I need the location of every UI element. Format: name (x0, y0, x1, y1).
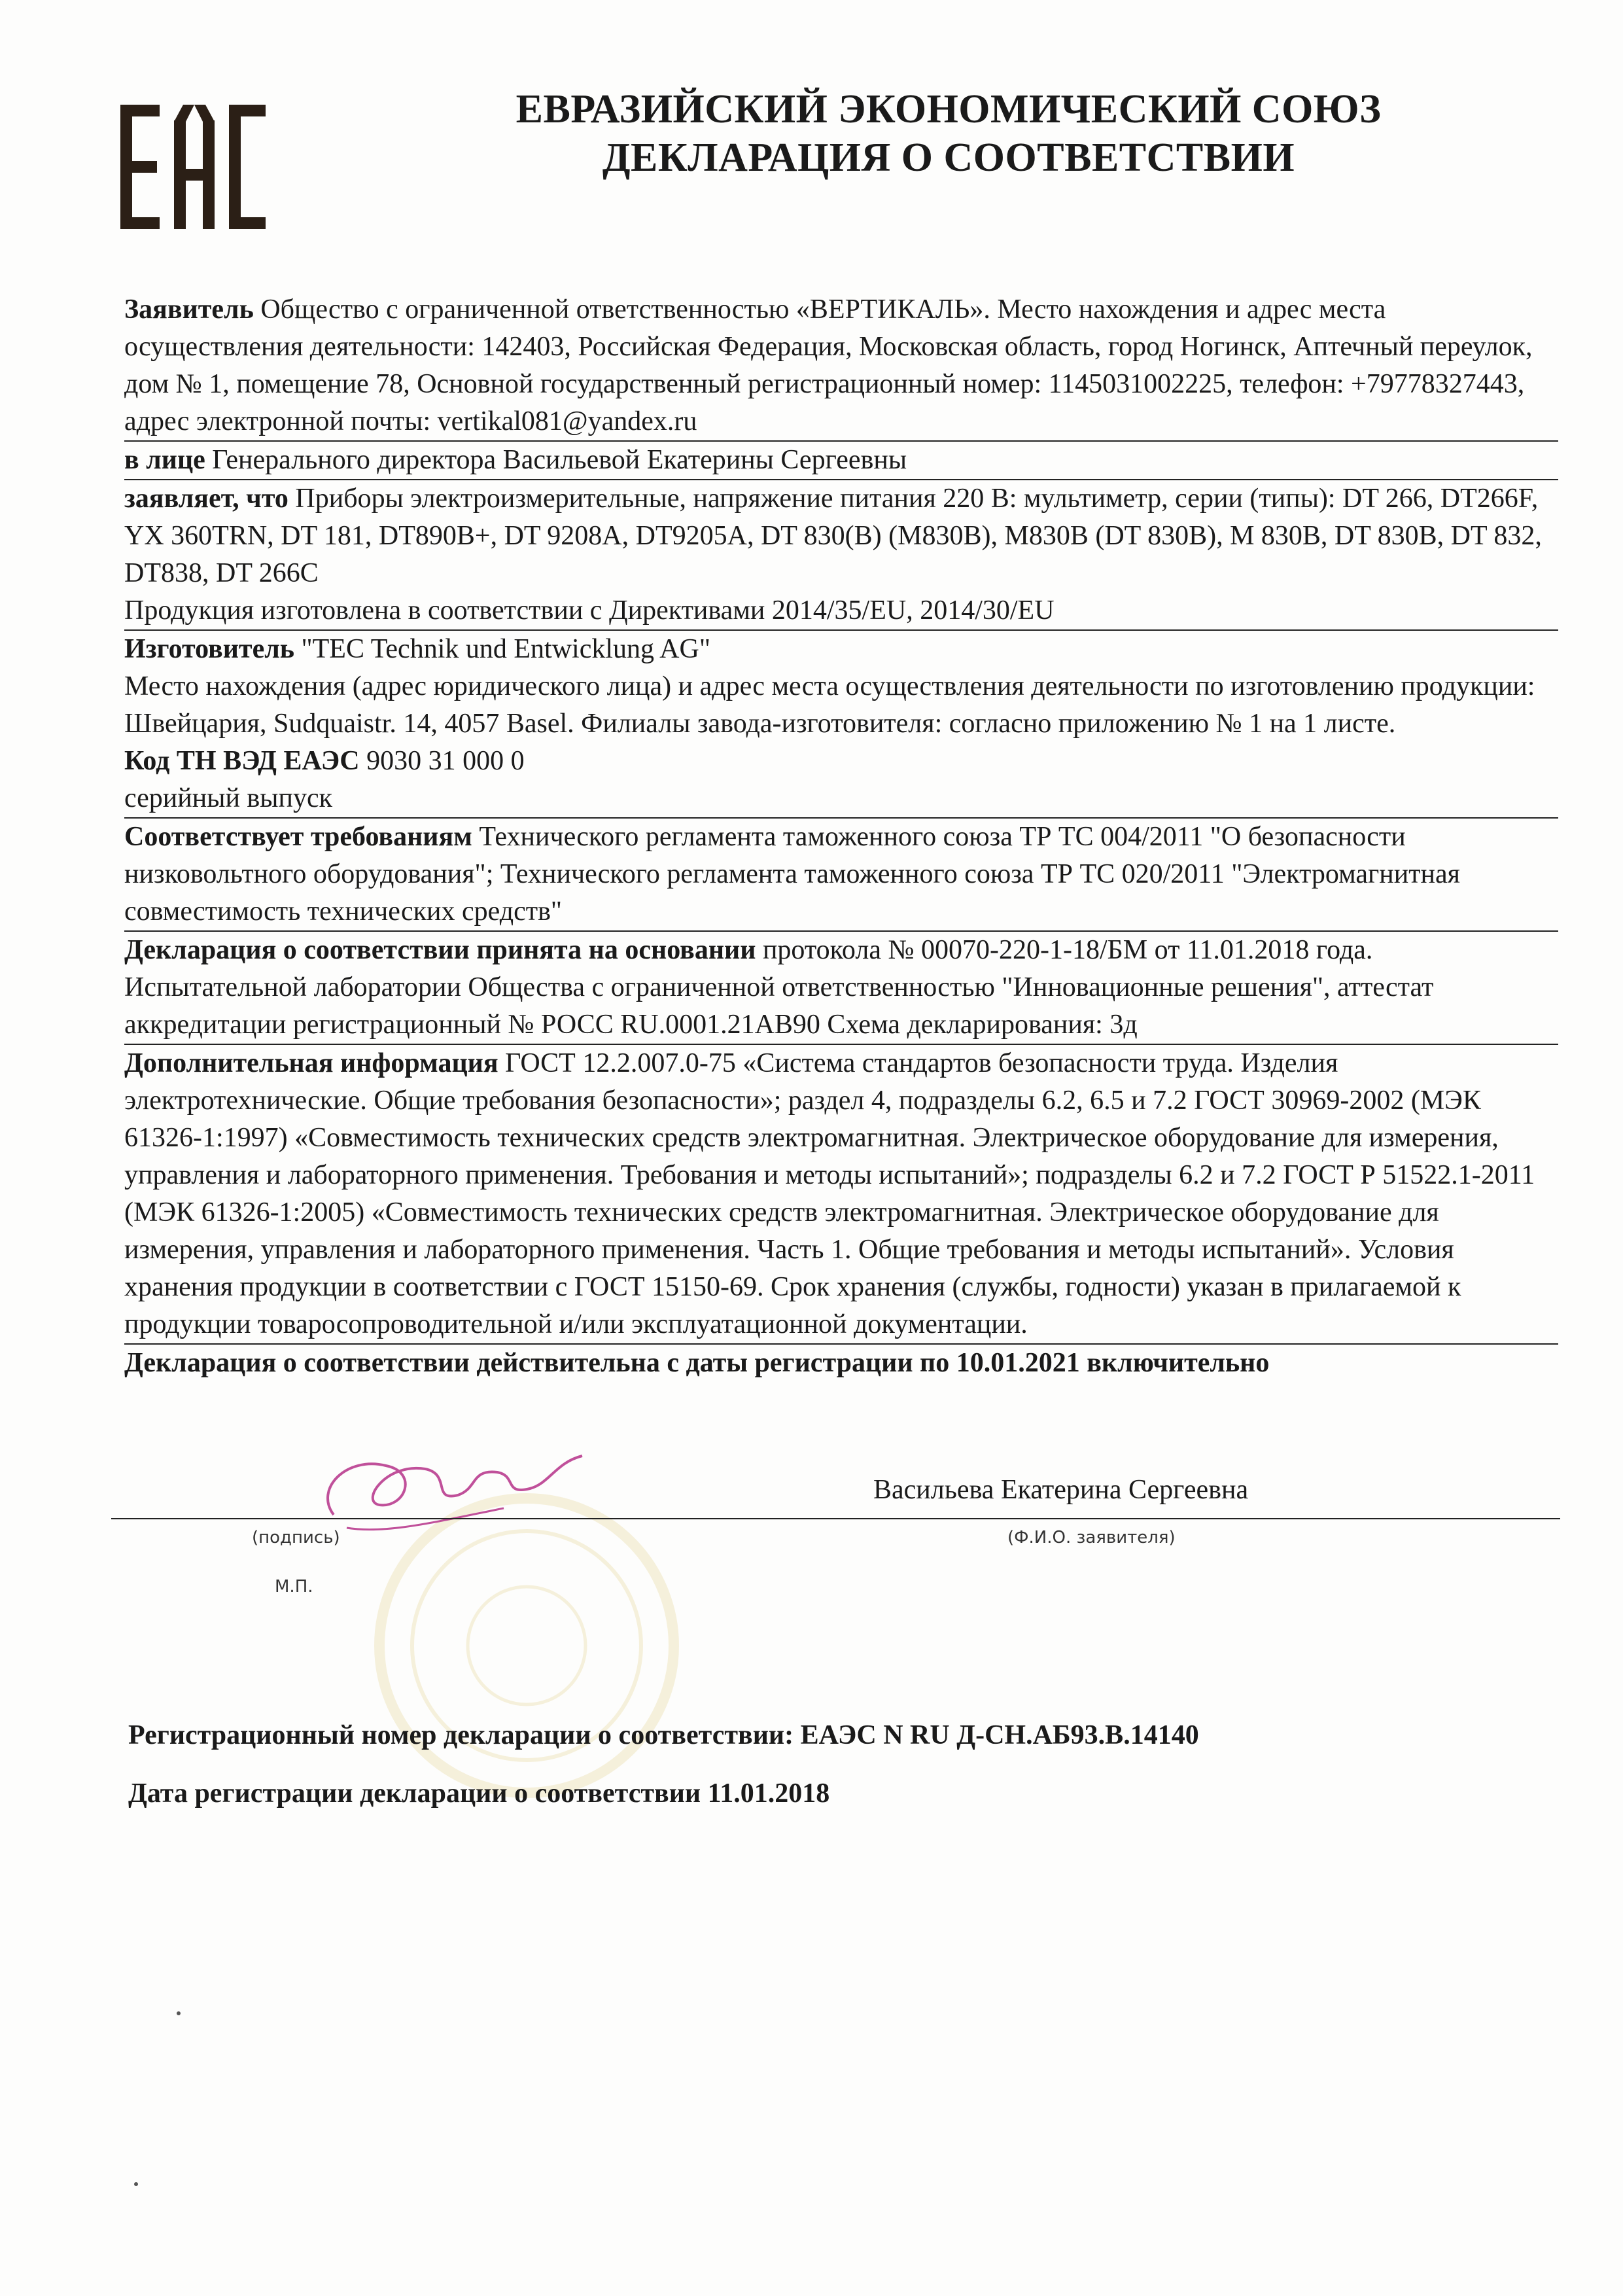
representative-text: Генерального директора Васильевой Екатерины Сергеевны (205, 445, 907, 475)
manufacturer-section (124, 631, 1558, 819)
document-title: ДЕКЛАРАЦИЯ О СООТВЕТСТВИИ (602, 135, 1295, 180)
manufacturer-address: Место нахождения (адрес юридического лица) и адрес места осуществления деятельности по изготовлению продукции: Швейцария, Sudquaistr. 14, 4057 Basel. Филиалы завода-изготовителя: согласно приложению № 1 на 1 листе. (124, 671, 1535, 739)
conforms-label: Соответствует требованиям (124, 822, 472, 852)
representative-section (124, 442, 1558, 480)
declares-label: заявляет, что (124, 484, 288, 514)
conforms-section (124, 819, 1558, 932)
signature-caption: (подпись) (252, 1528, 340, 1547)
hs-code-label: Код ТН ВЭД ЕАЭС (124, 746, 360, 776)
registration-number: Регистрационный номер декларации о соответствии: ЕАЭС N RU Д-CН.АБ93.В.14140 (128, 1720, 1199, 1750)
release-type: серийный выпуск (124, 783, 332, 813)
manufacturer-name: "TEC Technik und Entwicklung AG" (294, 634, 710, 664)
basis-text: протокола № 00070-220-1-18/БМ от 11.01.2018 года. Испытательной лаборатории Общества с ограниченной ответственностью "Инновационные решения", аттестат аккредитации регистрационный № РОСС RU.0001.21АВ90 Схема декларирования: 3д (124, 935, 1434, 1040)
declares-section (124, 480, 1558, 631)
declares-text: Приборы электроизмерительные, напряжение питания 220 В: мультиметр, серии (типы): DT 266, DT266F, YX 360TRN, DT 181, DT890B+, DT 9208A, DT9205A, DT 830(B) (M830B), M830B (DT 830B), M 830B, DT 830B, DT 832, DT838, DT 266C (124, 484, 1542, 588)
declaration-body (124, 291, 1558, 1382)
conforms-text: Технического регламента таможенного союза ТР ТС 004/2011 "О безопасности низковольтного оборудования"; Технического регламента таможенного союза ТР ТС 020/2011 "Электромагнитная совместимость технических средств" (124, 822, 1460, 927)
additional-label: Дополнительная информация (124, 1048, 498, 1078)
scan-speck (134, 2182, 138, 2186)
scan-speck (177, 2011, 181, 2015)
signature-line (111, 1518, 1560, 1519)
signature-block (111, 1449, 1563, 1613)
basis-section (124, 932, 1558, 1045)
manufacturer-label: Изготовитель (124, 634, 294, 664)
applicant-section (124, 291, 1558, 442)
name-caption: (Ф.И.О. заявителя) (1007, 1528, 1176, 1547)
representative-label: в лице (124, 445, 205, 475)
applicant-name: Васильева Екатерина Сергеевна (873, 1475, 1249, 1505)
stamp-caption: М.П. (275, 1577, 313, 1597)
eac-logo (120, 105, 266, 229)
additional-text: ГОСТ 12.2.007.0-75 «Система стандартов безопасности труда. Изделия электротехнические. Общие требования безопасности»; раздел 4, подразделы 6.2, 6.5 и 7.2 ГОСТ 30969-2002 (МЭК 61326-1:1997) «Совместимость технических средств электромагнитная. Электрическое оборудование для измерения, управления и лабораторного применения. Требования и методы испытаний»; подразделы 6.2 и 7.2 ГОСТ Р 51522.1-2011 (МЭК 61326-1:2005) «Совместимость технических средств электромагнитная. Электрическое оборудование для измерения, управления и лабораторного применения. Часть 1. Общие требования и методы испытаний». Условия хранения продукции в соответствии с ГОСТ 15150-69. Срок хранения (службы, годности) указан в прилагаемой к продукции товаросопроводительной и/или эксплуатационной документации. (124, 1048, 1535, 1339)
validity-section (124, 1345, 1558, 1382)
hs-code-value: 9030 31 000 0 (359, 746, 525, 776)
applicant-label: Заявитель (124, 294, 254, 325)
basis-label: Декларация о соответствии принята на основании (124, 935, 756, 965)
signature-icon (307, 1436, 595, 1547)
validity-text: Декларация о соответствии действительна с даты регистрации по 10.01.2021 включительно (124, 1348, 1270, 1378)
applicant-text: Общество с ограниченной ответственностью «ВЕРТИКАЛЬ». Место нахождения и адрес места осуществления деятельности: 142403, Российская Федерация, Московская область, город Ногинск, Аптечный переулок, дом № 1, помещение 78, Основной государственный регистрационный номер: 1145031002225, телефон: +79778327443, адрес электронной почты: vertikal081@yandex.ru (124, 294, 1533, 436)
union-title: ЕВРАЗИЙСКИЙ ЭКОНОМИЧЕСКИЙ СОЮЗ (515, 87, 1382, 132)
additional-section (124, 1045, 1558, 1345)
document-header (393, 85, 1505, 182)
directives-text: Продукция изготовлена в соответствии с Директивами 2014/35/EU, 2014/30/EU (124, 595, 1055, 626)
registration-date: Дата регистрации декларации о соответствии 11.01.2018 (128, 1778, 830, 1809)
